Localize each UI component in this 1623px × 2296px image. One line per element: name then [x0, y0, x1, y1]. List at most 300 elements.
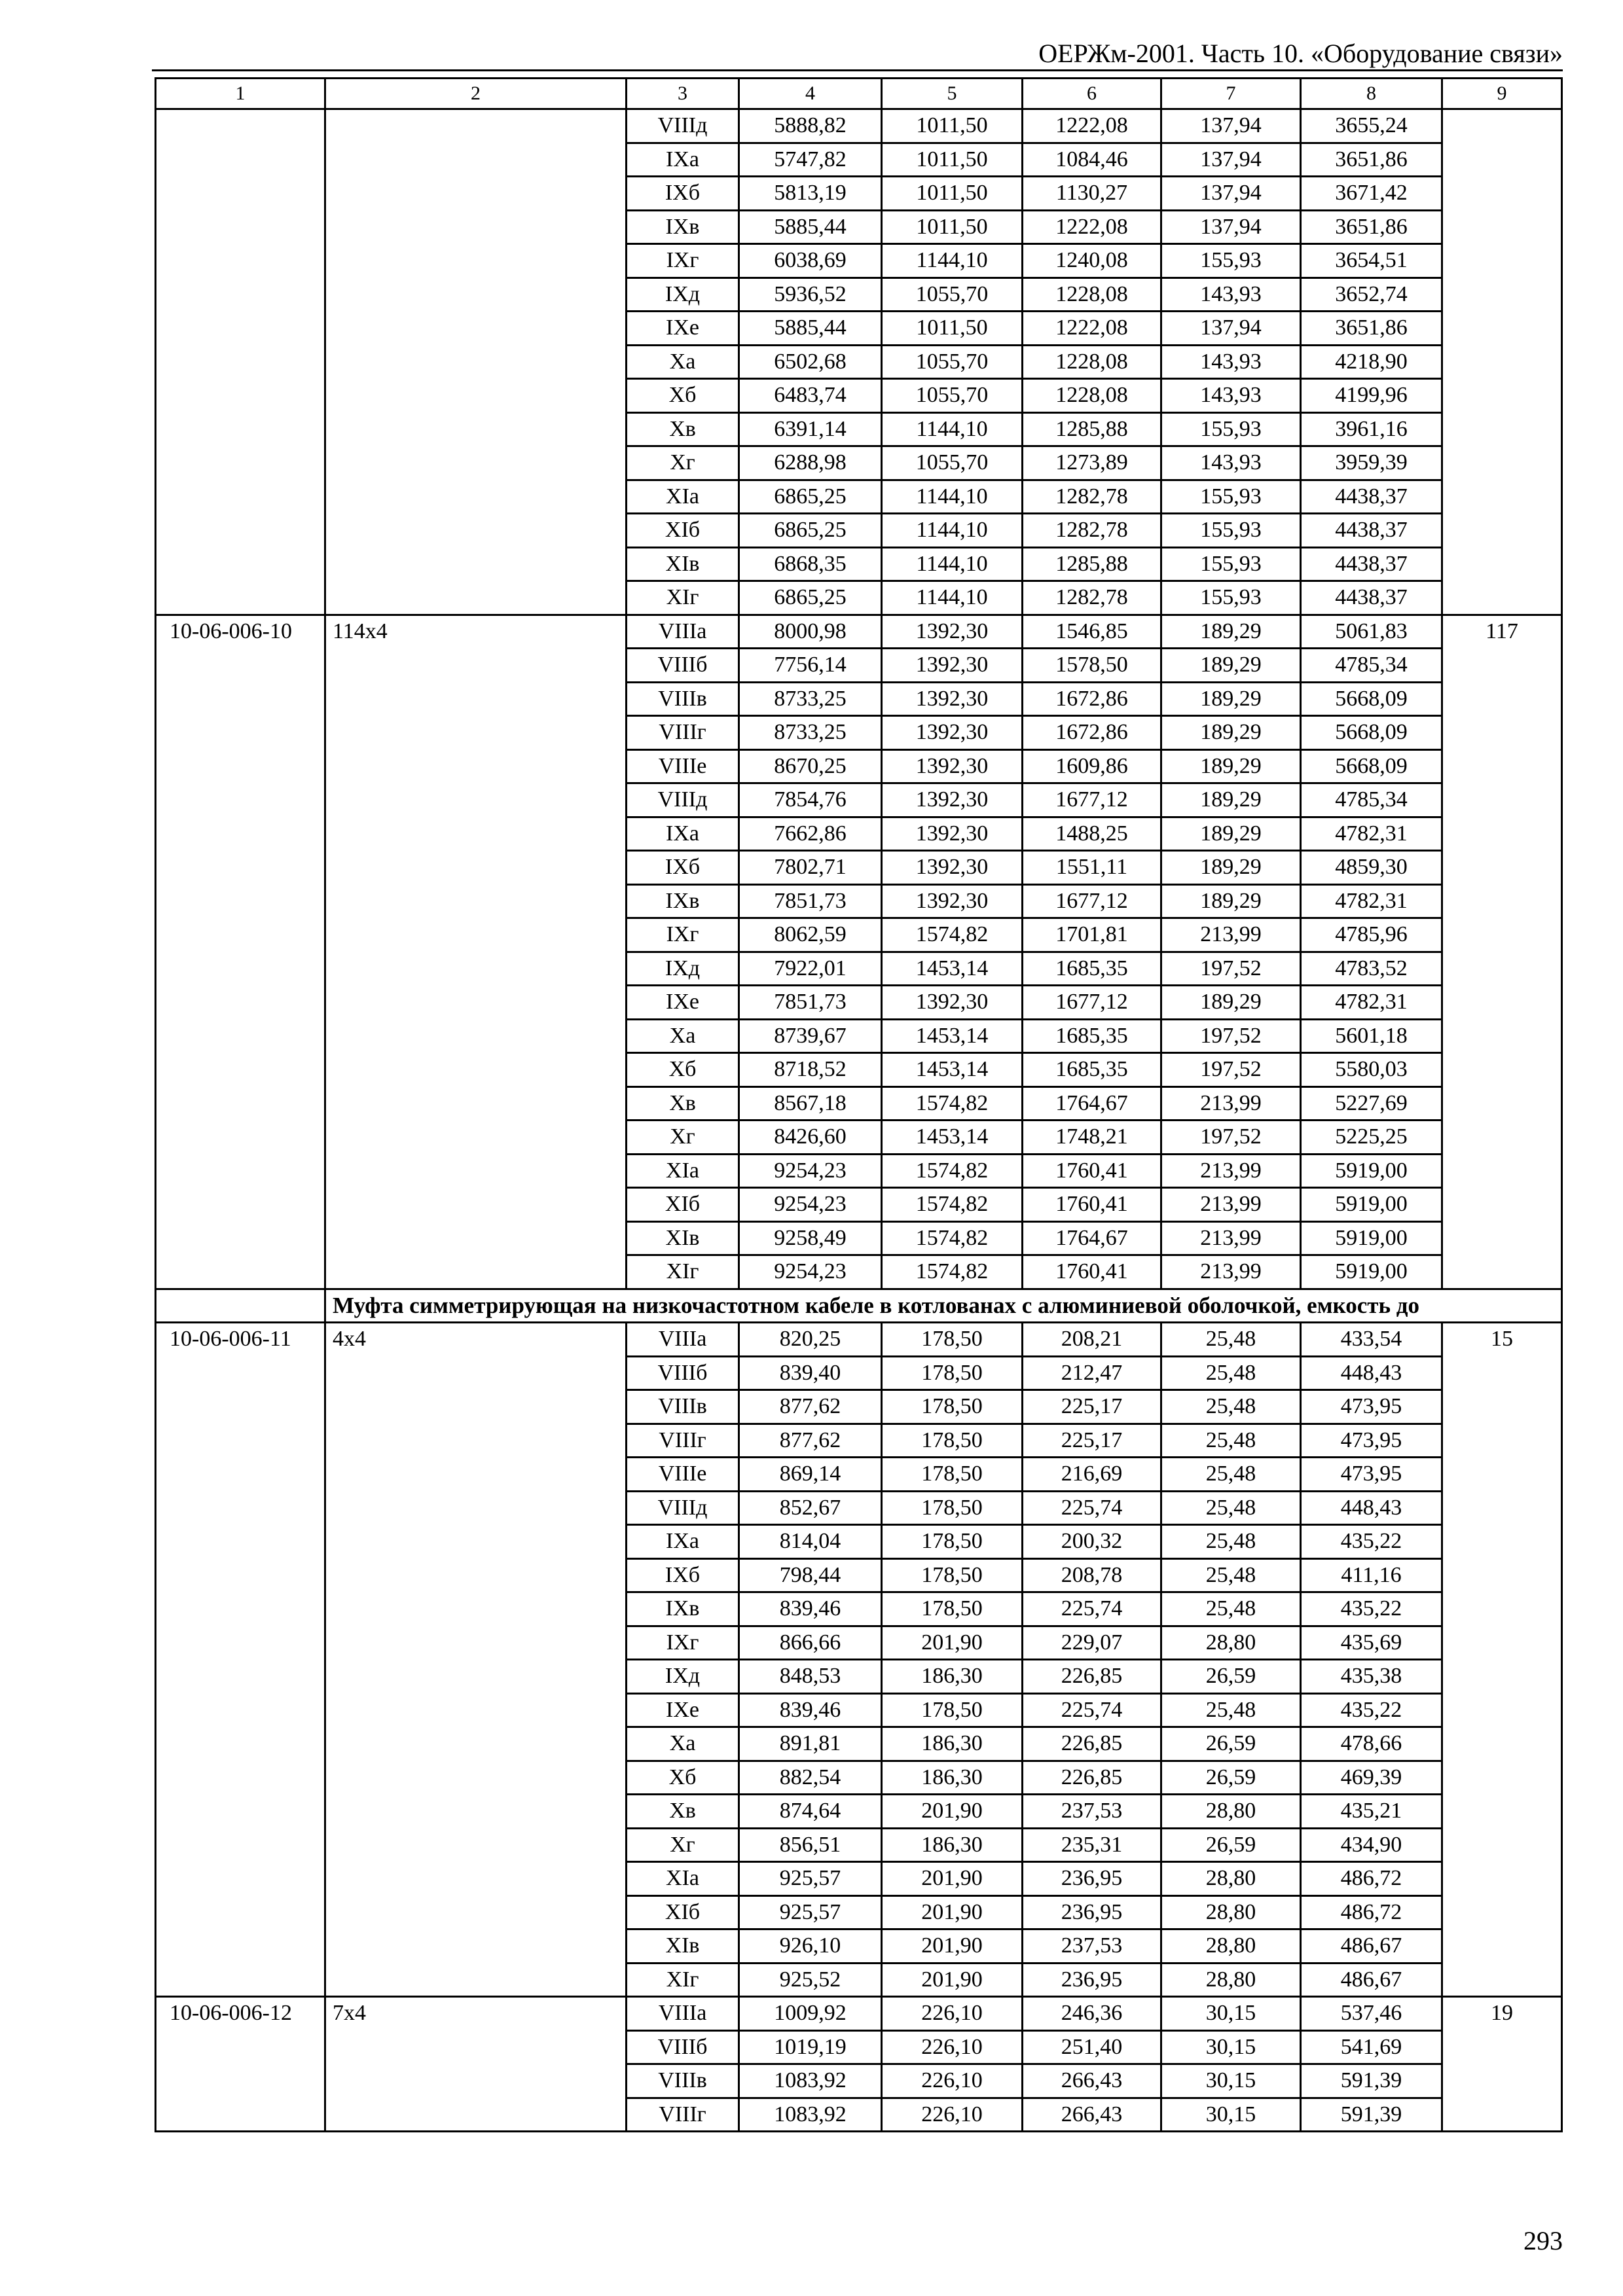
- machinist-cell: 143,93: [1161, 379, 1301, 413]
- machine-cell: 1546,85: [1023, 615, 1161, 649]
- machine-cell: 226,85: [1023, 1660, 1161, 1694]
- zone-cell: Xв: [627, 1795, 739, 1829]
- column-number: 9: [1442, 79, 1562, 109]
- labor-cell: 201,90: [882, 1862, 1023, 1896]
- machine-cell: 1685,35: [1023, 1019, 1161, 1053]
- machine-cell: 229,07: [1023, 1626, 1161, 1660]
- labor-cell: 1055,70: [882, 446, 1023, 480]
- machinist-cell: 197,52: [1161, 1053, 1301, 1087]
- zone-cell: Xа: [627, 1019, 739, 1053]
- machine-cell: 1764,67: [1023, 1086, 1161, 1121]
- zone-cell: IXд: [627, 1660, 739, 1694]
- machine-cell: 1672,86: [1023, 682, 1161, 716]
- total-cost-cell: 1009,92: [739, 1997, 882, 2031]
- total-cost-cell: 7851,73: [739, 986, 882, 1020]
- material-cell: 486,67: [1301, 1929, 1442, 1964]
- rate-name: [325, 109, 627, 615]
- labor-cell: 178,50: [882, 1592, 1023, 1626]
- total-cost-cell: 8718,52: [739, 1053, 882, 1087]
- machinist-cell: 143,93: [1161, 345, 1301, 379]
- machine-cell: 1760,41: [1023, 1154, 1161, 1188]
- labor-cell: 1392,30: [882, 851, 1023, 885]
- total-cost-cell: 7922,01: [739, 952, 882, 986]
- labor-cell: 1574,82: [882, 1221, 1023, 1255]
- labor-cell: 1392,30: [882, 884, 1023, 918]
- zone-cell: IXд: [627, 952, 739, 986]
- machinist-cell: 213,99: [1161, 1255, 1301, 1289]
- total-cost-cell: 5885,44: [739, 210, 882, 244]
- zone-cell: Xг: [627, 1828, 739, 1862]
- material-cell: 473,95: [1301, 1390, 1442, 1424]
- labor-cell: 178,50: [882, 1491, 1023, 1525]
- total-cost-cell: 8733,25: [739, 682, 882, 716]
- zone-cell: VIIIа: [627, 1323, 739, 1357]
- machine-cell: 1240,08: [1023, 244, 1161, 278]
- material-cell: 5668,09: [1301, 682, 1442, 716]
- machinist-cell: 213,99: [1161, 1086, 1301, 1121]
- material-cell: 435,38: [1301, 1660, 1442, 1694]
- machinist-cell: 137,94: [1161, 143, 1301, 177]
- machine-cell: 1677,12: [1023, 884, 1161, 918]
- column-number: 3: [627, 79, 739, 109]
- machine-cell: 266,43: [1023, 2064, 1161, 2098]
- machinist-cell: 189,29: [1161, 884, 1301, 918]
- labor-cell: 1055,70: [882, 278, 1023, 312]
- labor-cell: 1392,30: [882, 615, 1023, 649]
- labor-cell: 1392,30: [882, 716, 1023, 750]
- total-cost-cell: 882,54: [739, 1761, 882, 1795]
- material-cell: 433,54: [1301, 1323, 1442, 1357]
- machinist-cell: 26,59: [1161, 1828, 1301, 1862]
- machinist-cell: 26,59: [1161, 1660, 1301, 1694]
- machinist-cell: 137,94: [1161, 312, 1301, 346]
- machine-cell: 236,95: [1023, 1963, 1161, 1997]
- material-cell: 5919,00: [1301, 1188, 1442, 1222]
- zone-cell: IXб: [627, 177, 739, 211]
- machine-cell: 246,36: [1023, 1997, 1161, 2031]
- zone-cell: VIIIв: [627, 682, 739, 716]
- machine-cell: 1285,88: [1023, 547, 1161, 581]
- total-cost-cell: 925,57: [739, 1862, 882, 1896]
- labor-cell: 1574,82: [882, 1255, 1023, 1289]
- total-cost-cell: 926,10: [739, 1929, 882, 1964]
- zone-cell: VIIIб: [627, 2030, 739, 2064]
- machinist-cell: 137,94: [1161, 177, 1301, 211]
- zone-cell: IXг: [627, 918, 739, 952]
- labor-cell: 201,90: [882, 1963, 1023, 1997]
- material-cell: 3959,39: [1301, 446, 1442, 480]
- total-cost-cell: 6288,98: [739, 446, 882, 480]
- machine-cell: 251,40: [1023, 2030, 1161, 2064]
- zone-cell: VIIIд: [627, 783, 739, 817]
- machinist-cell: 197,52: [1161, 1121, 1301, 1155]
- material-cell: 473,95: [1301, 1424, 1442, 1458]
- material-cell: 591,39: [1301, 2098, 1442, 2132]
- labor-cell: 178,50: [882, 1693, 1023, 1727]
- zone-cell: Xб: [627, 379, 739, 413]
- machine-cell: 226,85: [1023, 1727, 1161, 1761]
- total-cost-cell: 5888,82: [739, 109, 882, 143]
- rates-table-body: [156, 79, 1562, 2132]
- labor-cell: 1055,70: [882, 379, 1023, 413]
- machine-cell: 1748,21: [1023, 1121, 1161, 1155]
- zone-cell: IXб: [627, 1558, 739, 1592]
- machinist-cell: 155,93: [1161, 514, 1301, 548]
- machinist-cell: 30,15: [1161, 2098, 1301, 2132]
- zone-cell: Xб: [627, 1761, 739, 1795]
- machine-cell: 1488,25: [1023, 817, 1161, 851]
- machine-cell: 1677,12: [1023, 783, 1161, 817]
- machine-cell: 1760,41: [1023, 1255, 1161, 1289]
- machinist-cell: 155,93: [1161, 412, 1301, 446]
- machine-cell: 1282,78: [1023, 480, 1161, 514]
- labor-cell: 1055,70: [882, 345, 1023, 379]
- labor-cell: 1453,14: [882, 1121, 1023, 1155]
- zone-cell: XIб: [627, 1895, 739, 1929]
- material-cell: 3651,86: [1301, 143, 1442, 177]
- total-cost-cell: 852,67: [739, 1491, 882, 1525]
- machine-cell: 225,74: [1023, 1592, 1161, 1626]
- machine-cell: 266,43: [1023, 2098, 1161, 2132]
- total-cost-cell: 5747,82: [739, 143, 882, 177]
- material-cell: 435,22: [1301, 1525, 1442, 1559]
- material-cell: 3651,86: [1301, 210, 1442, 244]
- machine-cell: 212,47: [1023, 1356, 1161, 1390]
- table-row: [156, 1323, 1562, 1357]
- machinist-cell: 143,93: [1161, 446, 1301, 480]
- machine-cell: 1282,78: [1023, 514, 1161, 548]
- zone-cell: IXа: [627, 817, 739, 851]
- total-cost-cell: 798,44: [739, 1558, 882, 1592]
- total-cost-cell: 8567,18: [739, 1086, 882, 1121]
- zone-cell: XIв: [627, 1221, 739, 1255]
- machinist-cell: 143,93: [1161, 278, 1301, 312]
- total-cost-cell: 7662,86: [739, 817, 882, 851]
- labor-cell: 178,50: [882, 1558, 1023, 1592]
- labor-cell: 1392,30: [882, 749, 1023, 783]
- labor-cell: 1392,30: [882, 817, 1023, 851]
- labor-cell: 1453,14: [882, 952, 1023, 986]
- labor-cell: 1144,10: [882, 480, 1023, 514]
- total-cost-cell: 6865,25: [739, 514, 882, 548]
- machine-cell: 236,95: [1023, 1895, 1161, 1929]
- machine-cell: 1222,08: [1023, 210, 1161, 244]
- material-cell: 478,66: [1301, 1727, 1442, 1761]
- zone-cell: XIб: [627, 1188, 739, 1222]
- rate-name: 7x4: [325, 1997, 627, 2132]
- material-cell: 435,69: [1301, 1626, 1442, 1660]
- machinist-cell: 155,93: [1161, 244, 1301, 278]
- material-cell: 5668,09: [1301, 716, 1442, 750]
- total-cost-cell: 9254,23: [739, 1154, 882, 1188]
- machinist-cell: 26,59: [1161, 1761, 1301, 1795]
- labor-cell: 1011,50: [882, 210, 1023, 244]
- material-cell: 435,21: [1301, 1795, 1442, 1829]
- machine-cell: 1701,81: [1023, 918, 1161, 952]
- zone-cell: IXг: [627, 244, 739, 278]
- machine-cell: 1228,08: [1023, 345, 1161, 379]
- total-cost-cell: 1019,19: [739, 2030, 882, 2064]
- zone-cell: XIг: [627, 581, 739, 615]
- machinist-cell: 25,48: [1161, 1390, 1301, 1424]
- material-cell: 4782,31: [1301, 986, 1442, 1020]
- labor-hours-cell: 15: [1442, 1323, 1562, 1997]
- machine-cell: 216,69: [1023, 1458, 1161, 1492]
- material-cell: 448,43: [1301, 1356, 1442, 1390]
- header-rule: [152, 69, 1563, 71]
- total-cost-cell: 1083,92: [739, 2098, 882, 2132]
- total-cost-cell: 8739,67: [739, 1019, 882, 1053]
- total-cost-cell: 891,81: [739, 1727, 882, 1761]
- labor-cell: 226,10: [882, 1997, 1023, 2031]
- zone-cell: IXв: [627, 210, 739, 244]
- machinist-cell: 197,52: [1161, 952, 1301, 986]
- material-cell: 3654,51: [1301, 244, 1442, 278]
- machine-cell: 1685,35: [1023, 952, 1161, 986]
- labor-hours-cell: [1442, 109, 1562, 615]
- material-cell: 5227,69: [1301, 1086, 1442, 1121]
- zone-cell: VIIIв: [627, 1390, 739, 1424]
- zone-cell: VIIIг: [627, 716, 739, 750]
- machinist-cell: 28,80: [1161, 1895, 1301, 1929]
- labor-cell: 1453,14: [882, 1019, 1023, 1053]
- total-cost-cell: 925,52: [739, 1963, 882, 1997]
- zone-cell: XIг: [627, 1963, 739, 1997]
- machinist-cell: 28,80: [1161, 1795, 1301, 1829]
- material-cell: 4438,37: [1301, 514, 1442, 548]
- zone-cell: XIа: [627, 480, 739, 514]
- machine-cell: 208,21: [1023, 1323, 1161, 1357]
- material-cell: 591,39: [1301, 2064, 1442, 2098]
- machinist-cell: 137,94: [1161, 109, 1301, 143]
- zone-cell: Xв: [627, 412, 739, 446]
- total-cost-cell: 9254,23: [739, 1188, 882, 1222]
- zone-cell: IXе: [627, 1693, 739, 1727]
- zone-cell: IXб: [627, 851, 739, 885]
- total-cost-cell: 848,53: [739, 1660, 882, 1694]
- zone-cell: VIIIб: [627, 1356, 739, 1390]
- machinist-cell: 28,80: [1161, 1626, 1301, 1660]
- machine-cell: 1273,89: [1023, 446, 1161, 480]
- zone-cell: VIIIд: [627, 1491, 739, 1525]
- machinist-cell: 189,29: [1161, 783, 1301, 817]
- machinist-cell: 30,15: [1161, 2064, 1301, 2098]
- material-cell: 5919,00: [1301, 1154, 1442, 1188]
- labor-cell: 1144,10: [882, 514, 1023, 548]
- material-cell: 4783,52: [1301, 952, 1442, 986]
- machine-cell: 1130,27: [1023, 177, 1161, 211]
- material-cell: 4782,31: [1301, 884, 1442, 918]
- zone-cell: Xв: [627, 1086, 739, 1121]
- total-cost-cell: 1083,92: [739, 2064, 882, 2098]
- zone-cell: IXг: [627, 1626, 739, 1660]
- machinist-cell: 189,29: [1161, 649, 1301, 683]
- table-row: [156, 615, 1562, 649]
- zone-cell: VIIIг: [627, 1424, 739, 1458]
- material-cell: 5061,83: [1301, 615, 1442, 649]
- zone-cell: XIв: [627, 1929, 739, 1964]
- labor-cell: 1144,10: [882, 581, 1023, 615]
- machinist-cell: 30,15: [1161, 1997, 1301, 2031]
- zone-cell: IXа: [627, 143, 739, 177]
- material-cell: 486,72: [1301, 1862, 1442, 1896]
- machinist-cell: 189,29: [1161, 986, 1301, 1020]
- total-cost-cell: 9254,23: [739, 1255, 882, 1289]
- labor-cell: 1392,30: [882, 986, 1023, 1020]
- material-cell: 3655,24: [1301, 109, 1442, 143]
- total-cost-cell: 814,04: [739, 1525, 882, 1559]
- machine-cell: 237,53: [1023, 1795, 1161, 1829]
- material-cell: 473,95: [1301, 1458, 1442, 1492]
- labor-cell: 1392,30: [882, 649, 1023, 683]
- machinist-cell: 189,29: [1161, 716, 1301, 750]
- zone-cell: IXе: [627, 986, 739, 1020]
- material-cell: 4859,30: [1301, 851, 1442, 885]
- total-cost-cell: 7851,73: [739, 884, 882, 918]
- page-header-title: ОЕРЖм-2001. Часть 10. «Оборудование связи»: [1038, 39, 1563, 68]
- total-cost-cell: 6865,25: [739, 480, 882, 514]
- labor-cell: 1574,82: [882, 918, 1023, 952]
- material-cell: 541,69: [1301, 2030, 1442, 2064]
- material-cell: 435,22: [1301, 1693, 1442, 1727]
- material-cell: 3671,42: [1301, 177, 1442, 211]
- total-cost-cell: 866,66: [739, 1626, 882, 1660]
- rate-code: 10-06-006-11: [156, 1323, 325, 1997]
- labor-cell: 178,50: [882, 1356, 1023, 1390]
- material-cell: 4199,96: [1301, 379, 1442, 413]
- machinist-cell: 189,29: [1161, 851, 1301, 885]
- rate-code: 10-06-006-10: [156, 615, 325, 1289]
- machinist-cell: 197,52: [1161, 1019, 1301, 1053]
- table-row: [156, 1997, 1562, 2031]
- material-cell: 5919,00: [1301, 1221, 1442, 1255]
- section-row: [156, 1289, 1562, 1323]
- machine-cell: 1084,46: [1023, 143, 1161, 177]
- labor-cell: 1574,82: [882, 1086, 1023, 1121]
- total-cost-cell: 820,25: [739, 1323, 882, 1357]
- column-number: 7: [1161, 79, 1301, 109]
- material-cell: 5668,09: [1301, 749, 1442, 783]
- labor-cell: 1392,30: [882, 682, 1023, 716]
- zone-cell: VIIIв: [627, 2064, 739, 2098]
- zone-cell: IXе: [627, 312, 739, 346]
- machinist-cell: 137,94: [1161, 210, 1301, 244]
- total-cost-cell: 877,62: [739, 1390, 882, 1424]
- total-cost-cell: 8426,60: [739, 1121, 882, 1155]
- labor-cell: 226,10: [882, 2064, 1023, 2098]
- zone-cell: Xг: [627, 446, 739, 480]
- machine-cell: 1222,08: [1023, 109, 1161, 143]
- total-cost-cell: 8670,25: [739, 749, 882, 783]
- column-number: 6: [1023, 79, 1161, 109]
- total-cost-cell: 6502,68: [739, 345, 882, 379]
- machinist-cell: 28,80: [1161, 1963, 1301, 1997]
- total-cost-cell: 869,14: [739, 1458, 882, 1492]
- total-cost-cell: 7854,76: [739, 783, 882, 817]
- material-cell: 537,46: [1301, 1997, 1442, 2031]
- labor-cell: 1574,82: [882, 1188, 1023, 1222]
- total-cost-cell: 5936,52: [739, 278, 882, 312]
- labor-cell: 186,30: [882, 1727, 1023, 1761]
- machine-cell: 236,95: [1023, 1862, 1161, 1896]
- zone-cell: XIв: [627, 547, 739, 581]
- zone-cell: VIIIд: [627, 109, 739, 143]
- material-cell: 3651,86: [1301, 312, 1442, 346]
- total-cost-cell: 8062,59: [739, 918, 882, 952]
- column-number: 2: [325, 79, 627, 109]
- machinist-cell: 28,80: [1161, 1862, 1301, 1896]
- labor-cell: 1453,14: [882, 1053, 1023, 1087]
- total-cost-cell: 877,62: [739, 1424, 882, 1458]
- table-row: [156, 109, 1562, 143]
- machinist-cell: 189,29: [1161, 682, 1301, 716]
- machine-cell: 237,53: [1023, 1929, 1161, 1964]
- rate-code: [156, 109, 325, 615]
- machine-cell: 225,74: [1023, 1491, 1161, 1525]
- total-cost-cell: 6391,14: [739, 412, 882, 446]
- zone-cell: XIа: [627, 1862, 739, 1896]
- machine-cell: 226,85: [1023, 1761, 1161, 1795]
- zone-cell: VIIIб: [627, 649, 739, 683]
- material-cell: 3652,74: [1301, 278, 1442, 312]
- labor-cell: 178,50: [882, 1525, 1023, 1559]
- material-cell: 4785,34: [1301, 783, 1442, 817]
- material-cell: 448,43: [1301, 1491, 1442, 1525]
- column-number: 1: [156, 79, 325, 109]
- total-cost-cell: 6483,74: [739, 379, 882, 413]
- zone-cell: XIг: [627, 1255, 739, 1289]
- labor-cell: 201,90: [882, 1929, 1023, 1964]
- labor-cell: 178,50: [882, 1323, 1023, 1357]
- rate-name: 114x4: [325, 615, 627, 1289]
- material-cell: 486,72: [1301, 1895, 1442, 1929]
- machinist-cell: 25,48: [1161, 1323, 1301, 1357]
- zone-cell: VIIIа: [627, 615, 739, 649]
- machinist-cell: 213,99: [1161, 1154, 1301, 1188]
- zone-cell: Xа: [627, 1727, 739, 1761]
- machine-cell: 1685,35: [1023, 1053, 1161, 1087]
- labor-cell: 226,10: [882, 2098, 1023, 2132]
- total-cost-cell: 6868,35: [739, 547, 882, 581]
- machinist-cell: 25,48: [1161, 1356, 1301, 1390]
- material-cell: 5601,18: [1301, 1019, 1442, 1053]
- labor-cell: 1392,30: [882, 783, 1023, 817]
- total-cost-cell: 7756,14: [739, 649, 882, 683]
- zone-cell: IXв: [627, 884, 739, 918]
- labor-cell: 186,30: [882, 1660, 1023, 1694]
- total-cost-cell: 8000,98: [739, 615, 882, 649]
- zone-cell: XIа: [627, 1154, 739, 1188]
- machine-cell: 1609,86: [1023, 749, 1161, 783]
- machinist-cell: 189,29: [1161, 749, 1301, 783]
- machine-cell: 1578,50: [1023, 649, 1161, 683]
- material-cell: 469,39: [1301, 1761, 1442, 1795]
- material-cell: 4785,34: [1301, 649, 1442, 683]
- zone-cell: VIIIа: [627, 1997, 739, 2031]
- zone-cell: IXа: [627, 1525, 739, 1559]
- labor-cell: 178,50: [882, 1424, 1023, 1458]
- rate-code: 10-06-006-12: [156, 1997, 325, 2132]
- machinist-cell: 155,93: [1161, 480, 1301, 514]
- section-title: Муфта симметрирующая на низкочастотном кабеле в котлованах с алюминиевой оболочкой, емкость до: [325, 1289, 1562, 1323]
- zone-cell: Xб: [627, 1053, 739, 1087]
- zone-cell: VIIIг: [627, 2098, 739, 2132]
- machinist-cell: 189,29: [1161, 817, 1301, 851]
- machine-cell: 225,17: [1023, 1424, 1161, 1458]
- labor-cell: 1011,50: [882, 312, 1023, 346]
- material-cell: 5580,03: [1301, 1053, 1442, 1087]
- material-cell: 486,67: [1301, 1963, 1442, 1997]
